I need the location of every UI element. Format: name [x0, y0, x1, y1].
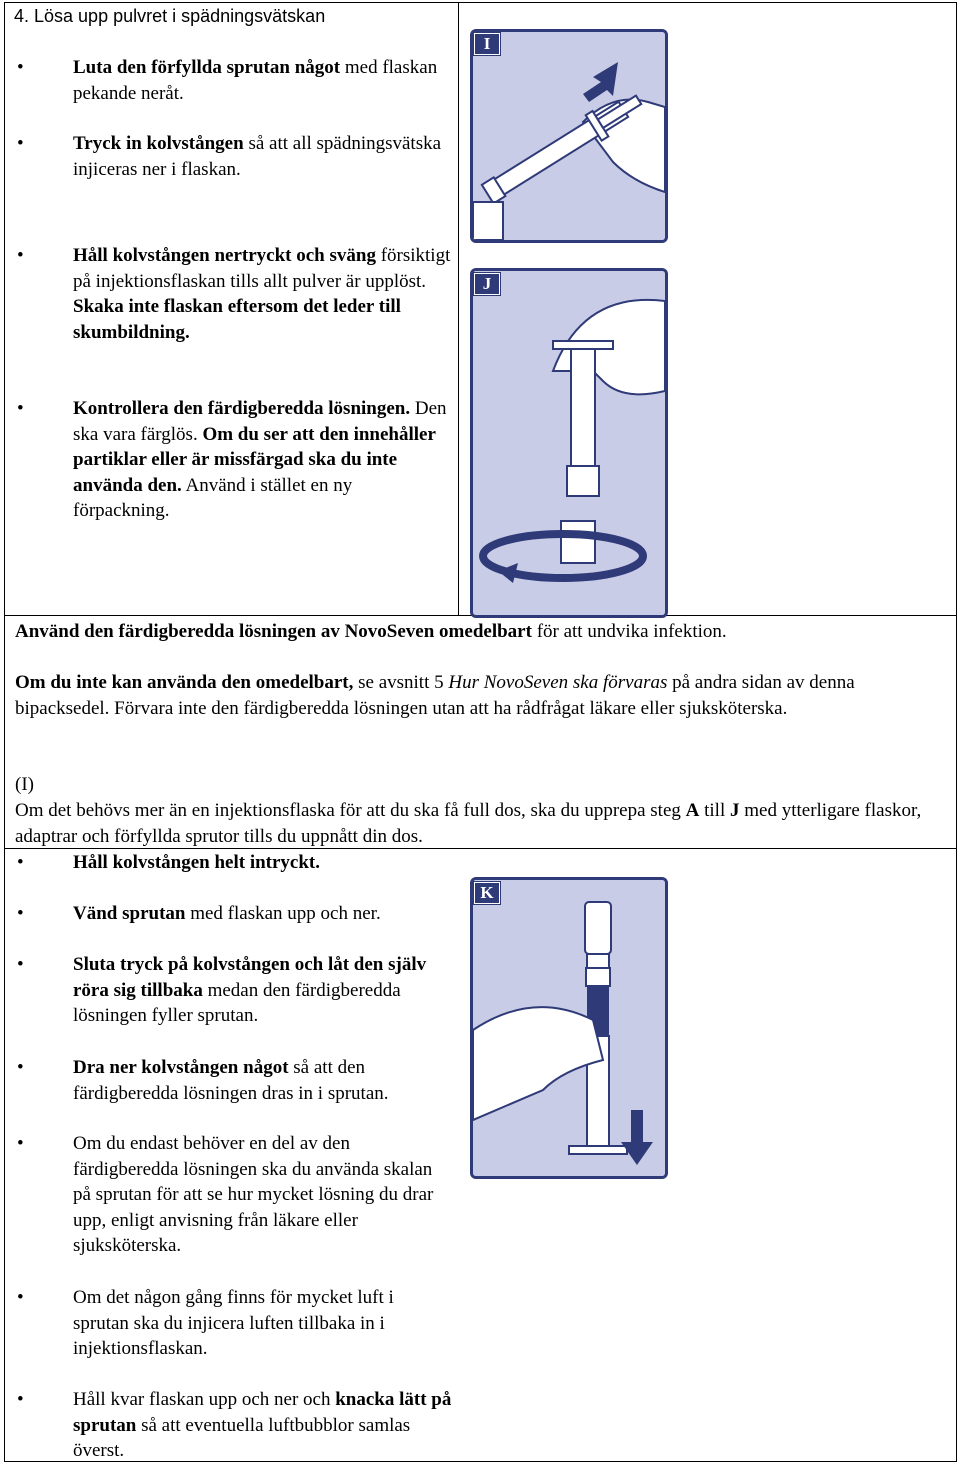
- step-release-plunger: [73, 952, 453, 1029]
- text: på andra sidan av denna bipacksedel. Förvara inte den färdigberedda lösningen utan att ha rådfrågat läkare eller sjuksköterska.: [15, 672, 855, 719]
- step-tilt-syringe: [73, 55, 453, 106]
- text: med ytterligare flaskor, adaptrar och förfyllda sprutor tills du uppnått din dos.: [15, 800, 922, 847]
- step-hold-plunger: [73, 850, 453, 876]
- step-tap-syringe: [73, 1387, 453, 1464]
- bullet-glyph: •: [17, 57, 24, 78]
- bullet-glyph: •: [17, 1057, 24, 1078]
- text: för att undvika infektion.: [531, 621, 727, 642]
- bullet-glyph: •: [17, 1287, 24, 1308]
- multiple-vials-paragraph: [15, 798, 950, 849]
- step-partial-dose: Om du endast behöver en del av den färdigberedda lösningen ska du använda skalan på sprutan för att se hur mycket lösning du drar upp, enligt anvisning från läkare eller sjuksköterska.: [73, 1133, 434, 1257]
- bullet-glyph: •: [17, 245, 24, 266]
- text: försiktigt på injektionsflaskan tills allt pulver är upplöst.: [73, 245, 451, 292]
- storage-paragraph: [15, 670, 950, 721]
- illustration-i: [470, 29, 668, 243]
- bold-text: Kontrollera den färdigberedda lösningen.: [73, 398, 411, 419]
- note-label: (I): [15, 774, 34, 795]
- text: Den ska vara färglös.: [73, 398, 447, 445]
- text: Använd i stället en ny förpackning.: [73, 474, 353, 522]
- bold-text: Dra ner kolvstången något: [73, 1057, 289, 1078]
- text: medan den färdigberedda lösningen fyller sprutan.: [73, 979, 401, 1027]
- column-divider-top: [458, 2, 459, 615]
- bold-text: knacka lätt på sprutan: [73, 1389, 452, 1436]
- text: med flaskan pekande neråt.: [73, 57, 438, 104]
- figure-label-i: I: [474, 33, 500, 55]
- bold-text: Vänd sprutan: [73, 903, 186, 924]
- bullet-glyph: •: [17, 398, 24, 419]
- bold-text: Luta den förfyllda sprutan något: [73, 57, 341, 78]
- bold-text: A: [685, 800, 700, 821]
- bold-text: Sluta tryck på kolvstången och låt den själv röra sig tillbaka: [73, 954, 427, 1001]
- text: Håll kvar flaskan upp och ner och: [73, 1389, 336, 1410]
- step-pull-plunger: [73, 1055, 453, 1106]
- text: så att all spädningsvätska injiceras ner i flaskan.: [73, 133, 442, 180]
- step-too-much-air: Om det någon gång finns för mycket luft i sprutan ska du injicera luften tillbaka in i injektionsflaskan.: [73, 1287, 394, 1360]
- section-heading: 4. Lösa upp pulvret i spädningsvätskan: [14, 6, 326, 26]
- bold-text: Om du inte kan använda den omedelbart,: [15, 672, 354, 693]
- bullet-glyph: •: [17, 903, 24, 924]
- italic-text: Hur NovoSeven ska förvaras: [448, 672, 668, 693]
- text: så att den färdigberedda lösningen dras in i sprutan.: [73, 1057, 389, 1104]
- bold-text: Håll kolvstången helt intryckt.: [73, 852, 321, 873]
- syringe-push-drawing: [473, 32, 665, 240]
- bullet-glyph: •: [17, 1133, 24, 1154]
- text: så att eventuella luftbubblor samlas överst.: [73, 1414, 411, 1462]
- bold-text: Använd den färdigberedda lösningen av NovoSeven omedelbart: [15, 621, 532, 642]
- syringe-fill-drawing: [473, 880, 665, 1176]
- bold-text: Skaka inte flaskan eftersom det leder till skumbildning.: [73, 296, 401, 343]
- bullet-glyph: •: [17, 1389, 24, 1410]
- text: se avsnitt 5: [353, 672, 449, 693]
- step-invert-syringe: [73, 901, 453, 927]
- bold-text: Tryck in kolvstången: [73, 133, 244, 154]
- bullet-glyph: •: [17, 954, 24, 975]
- syringe-swirl-drawing: [473, 271, 665, 615]
- text: till: [699, 800, 730, 821]
- step-push-plunger: [73, 131, 453, 182]
- bullet-glyph: •: [17, 852, 24, 873]
- bullet-glyph: •: [17, 133, 24, 154]
- illustration-j: [470, 268, 668, 618]
- figure-label-k: K: [474, 882, 500, 904]
- text: Om det behövs mer än en injektionsflaska för att du ska få full dos, ska du upprepa steg: [15, 800, 686, 821]
- bold-text: J: [730, 800, 740, 821]
- step-swirl-vial: [73, 243, 453, 345]
- text: med flaskan upp och ner.: [185, 903, 381, 924]
- step-check-solution: [73, 396, 453, 524]
- use-immediately-paragraph: [15, 619, 950, 645]
- illustration-k: [470, 877, 668, 1179]
- figure-label-j: J: [474, 273, 500, 295]
- bold-text: Håll kolvstången nertryckt och sväng: [73, 245, 376, 266]
- bold-text: Om du ser att den innehåller partiklar eller är missfärgad ska du inte använda den.: [73, 423, 436, 496]
